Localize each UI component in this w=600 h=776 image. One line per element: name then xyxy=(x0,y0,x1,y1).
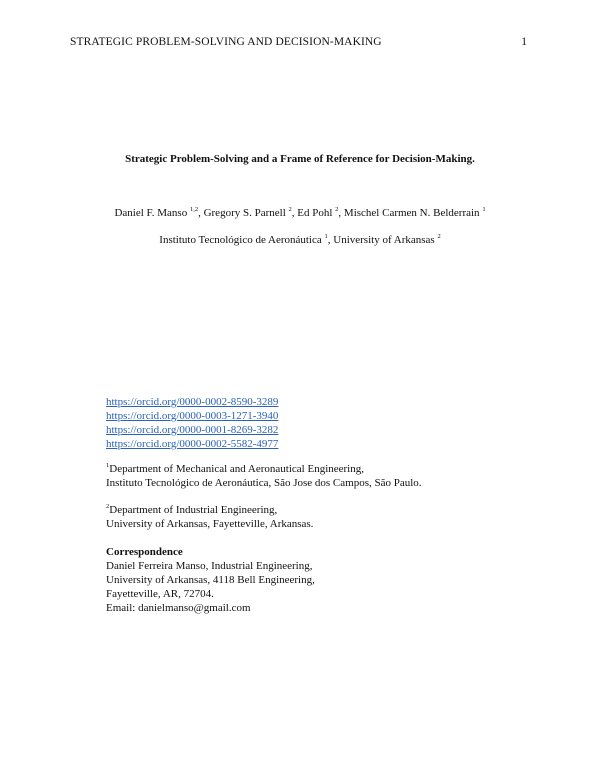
orcid-link[interactable]: https://orcid.org/0000-0002-5582-4977 xyxy=(106,438,279,450)
author-name: Gregory S. Parnell xyxy=(203,207,286,219)
author-separator: , xyxy=(291,207,298,219)
author-affiliation-marker: 1,2 xyxy=(189,206,199,213)
orcid-link[interactable]: https://orcid.org/0000-0003-1271-3940 xyxy=(106,410,279,422)
author-name: Mischel Carmen N. Belderrain xyxy=(343,207,480,219)
running-head: STRATEGIC PROBLEM-SOLVING AND DECISION-MAKING xyxy=(70,36,382,48)
affiliation-2 xyxy=(106,503,313,531)
author-separator: , xyxy=(338,207,344,219)
affiliation-institution: Instituto Tecnológico de Aeronáutica, São Jose dos Campos, São Paulo. xyxy=(106,477,422,489)
affiliation-marker: 2 xyxy=(106,503,110,510)
correspondence-block xyxy=(106,545,315,615)
author-name: Daniel F. Manso xyxy=(114,207,188,219)
author-affiliation-marker: 2 xyxy=(288,206,292,213)
orcid-link-list xyxy=(106,395,278,451)
correspondence-line: Fayetteville, AR, 72704. xyxy=(106,588,214,600)
institution-marker: 2 xyxy=(437,233,441,240)
institution-marker: 1 xyxy=(324,233,328,240)
institution-name: University of Arkansas xyxy=(333,234,435,246)
orcid-link[interactable]: https://orcid.org/0000-0002-8590-3289 xyxy=(106,396,279,408)
correspondence-line: Daniel Ferreira Manso, Industrial Engineering, xyxy=(106,560,313,572)
affiliation-department: Department of Mechanical and Aeronautical Engineering, xyxy=(109,463,364,475)
correspondence-email: Email: danielmanso@gmail.com xyxy=(106,602,251,614)
affiliation-marker: 1 xyxy=(106,462,110,469)
author-affiliation-marker: 1 xyxy=(482,206,486,213)
institution-list xyxy=(0,234,600,246)
paper-title: Strategic Problem-Solving and a Frame of Reference for Decision-Making. xyxy=(125,153,475,165)
page-number: 1 xyxy=(521,36,527,48)
author-list xyxy=(0,207,600,219)
orcid-link[interactable]: https://orcid.org/0000-0001-8269-3282 xyxy=(106,424,279,436)
author-affiliation-marker: 2 xyxy=(335,206,339,213)
affiliation-department: Department of Industrial Engineering, xyxy=(109,504,278,516)
correspondence-line: University of Arkansas, 4118 Bell Engineering, xyxy=(106,574,315,586)
institution-separator: , xyxy=(327,234,334,246)
affiliation-institution: University of Arkansas, Fayetteville, Arkansas. xyxy=(106,518,314,530)
affiliation-1 xyxy=(106,462,422,490)
institution-name: Instituto Tecnológico de Aeronáutica xyxy=(159,234,322,246)
author-name: Ed Pohl xyxy=(297,207,333,219)
author-separator: , xyxy=(198,207,204,219)
correspondence-heading: Correspondence xyxy=(106,546,183,558)
